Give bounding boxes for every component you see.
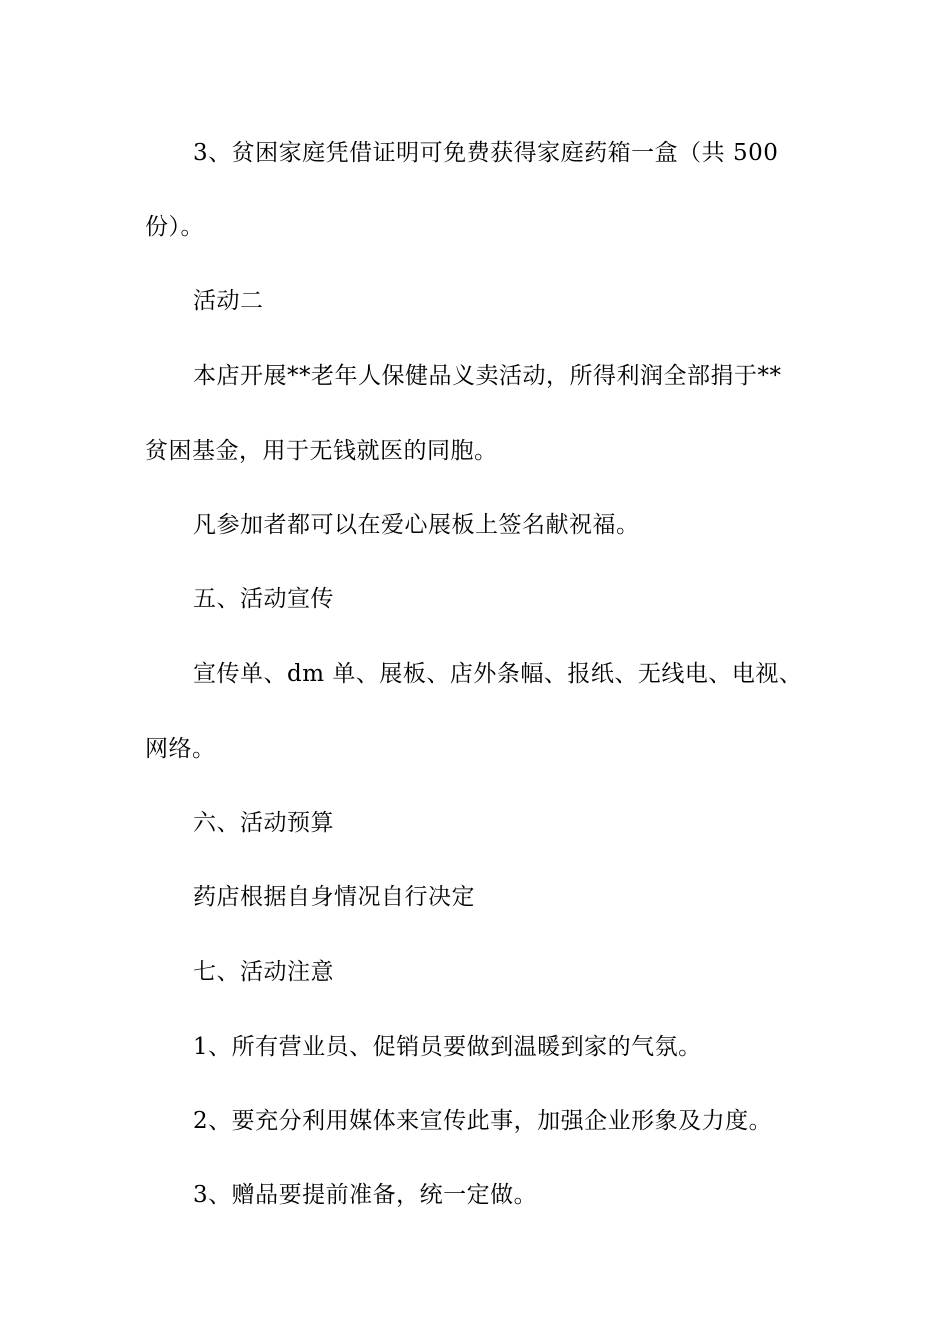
list-item: 3、赠品要提前准备，统一定做。	[193, 1182, 538, 1208]
section-heading: 七、活动注意	[193, 959, 334, 985]
paragraph-line: 凡参加者都可以在爱心展板上签名献祝福。	[193, 512, 640, 538]
list-item: 2、要充分利用媒体来宣传此事，加强企业形象及力度。	[193, 1108, 773, 1134]
paragraph-line: 贫困基金，用于无钱就医的同胞。	[145, 438, 498, 464]
paragraph-line: 网络。	[145, 736, 216, 762]
section-heading: 六、活动预算	[193, 810, 334, 836]
list-item: 1、所有营业员、促销员要做到温暖到家的气氛。	[193, 1034, 702, 1060]
paragraph-line: 本店开展**老年人保健品义卖活动，所得利润全部捐于**	[193, 363, 782, 389]
paragraph-line: 药店根据自身情况自行决定	[193, 884, 475, 910]
section-heading: 五、活动宣传	[193, 586, 334, 612]
paragraph-line: 3、贫困家庭凭借证明可免费获得家庭药箱一盒（共 500	[193, 140, 779, 166]
paragraph-line: 宣传单、dm 单、展板、店外条幅、报纸、无线电、电视、	[193, 661, 803, 687]
section-heading: 活动二	[193, 288, 264, 314]
paragraph-line: 份）。	[145, 214, 204, 240]
